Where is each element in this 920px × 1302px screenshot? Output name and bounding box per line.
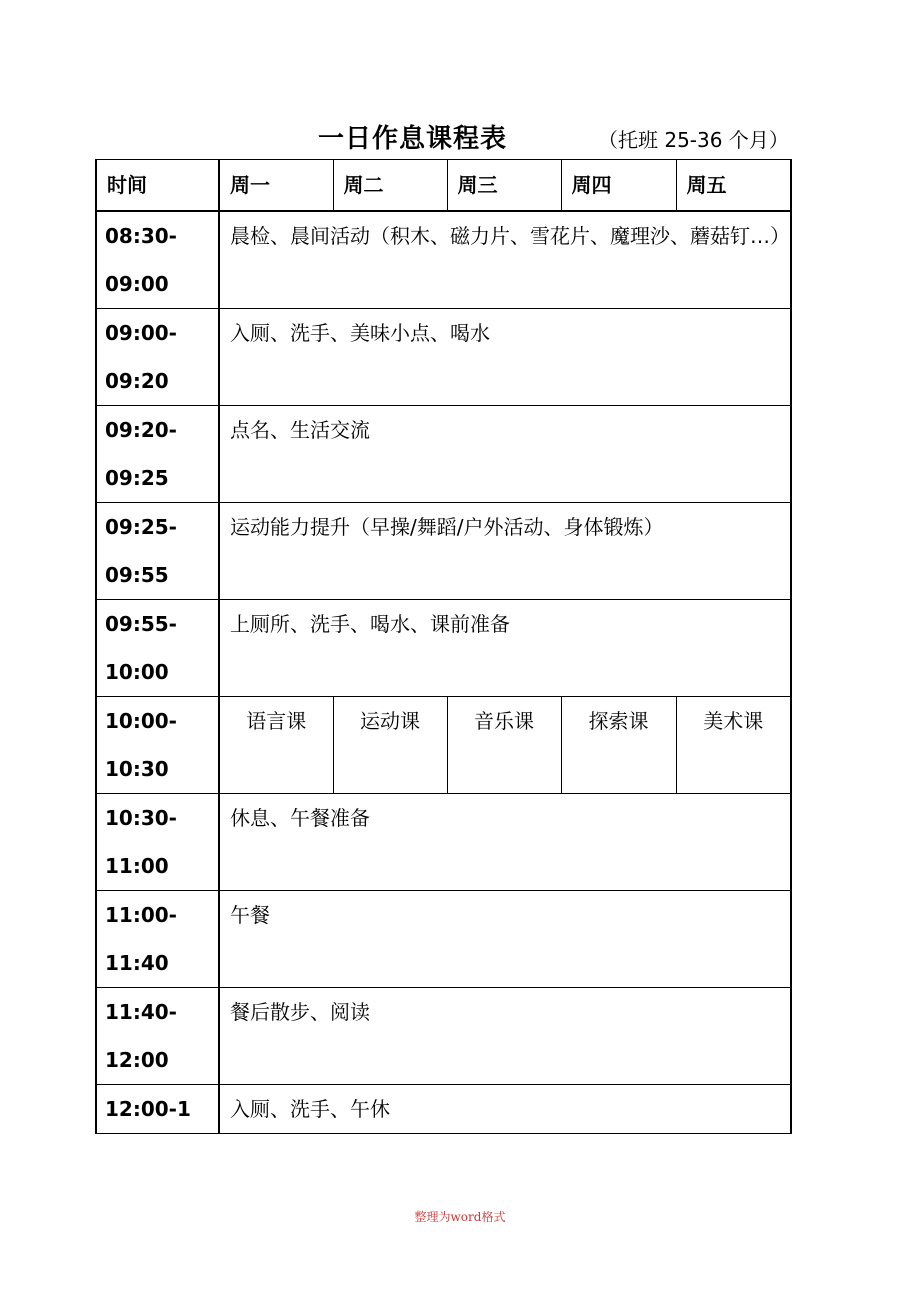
footer-note: 整理为word格式 <box>414 1210 506 1224</box>
activity-cell: 运动能力提升（早操/舞蹈/户外活动、身体锻炼） <box>219 503 791 600</box>
activity-cell: 入厕、洗手、美味小点、喝水 <box>219 309 791 406</box>
activity-cell: 入厕、洗手、午休 <box>219 1085 791 1134</box>
time-cell: 09:55-10:00 <box>96 600 219 697</box>
table-row <box>96 211 791 309</box>
page-subtitle: （托班 25-36 个月） <box>598 128 789 152</box>
course-cell-thursday: 探索课 <box>561 697 676 794</box>
table-row <box>96 1085 791 1134</box>
time-cell: 11:00-11:40 <box>96 891 219 988</box>
time-cell: 09:20-09:25 <box>96 406 219 503</box>
time-cell: 12:00-1 <box>96 1085 219 1134</box>
activity-cell: 餐后散步、阅读 <box>219 988 791 1085</box>
header-cell-tuesday: 周二 <box>333 160 447 212</box>
table-row <box>96 600 791 697</box>
table-row <box>96 794 791 891</box>
table-row <box>96 406 791 503</box>
activity-cell: 点名、生活交流 <box>219 406 791 503</box>
table-row <box>96 503 791 600</box>
header-cell-time: 时间 <box>96 160 219 212</box>
header-cell-thursday: 周四 <box>561 160 676 212</box>
course-cell-friday: 美术课 <box>676 697 791 794</box>
activity-cell: 休息、午餐准备 <box>219 794 791 891</box>
time-cell: 10:00-10:30 <box>96 697 219 794</box>
page-title: 一日作息课程表 <box>318 124 508 154</box>
activity-cell: 上厕所、洗手、喝水、课前准备 <box>219 600 791 697</box>
time-cell: 09:00-09:20 <box>96 309 219 406</box>
schedule-table <box>95 159 792 1134</box>
time-cell: 08:30-09:00 <box>96 211 219 309</box>
course-cell-wednesday: 音乐课 <box>447 697 561 794</box>
header-cell-wednesday: 周三 <box>447 160 561 212</box>
time-cell: 09:25-09:55 <box>96 503 219 600</box>
activity-cell: 午餐 <box>219 891 791 988</box>
course-cell-tuesday: 运动课 <box>333 697 447 794</box>
course-cell-monday: 语言课 <box>219 697 333 794</box>
table-row-courses <box>96 697 791 794</box>
table-row <box>96 891 791 988</box>
table-header-row <box>96 160 791 212</box>
table-row <box>96 988 791 1085</box>
header-cell-monday: 周一 <box>219 160 333 212</box>
time-cell: 10:30-11:00 <box>96 794 219 891</box>
table-row <box>96 309 791 406</box>
activity-cell: 晨检、晨间活动（积木、磁力片、雪花片、魔理沙、蘑菇钉…） <box>219 211 791 309</box>
time-cell: 11:40-12:00 <box>96 988 219 1085</box>
header-cell-friday: 周五 <box>676 160 791 212</box>
